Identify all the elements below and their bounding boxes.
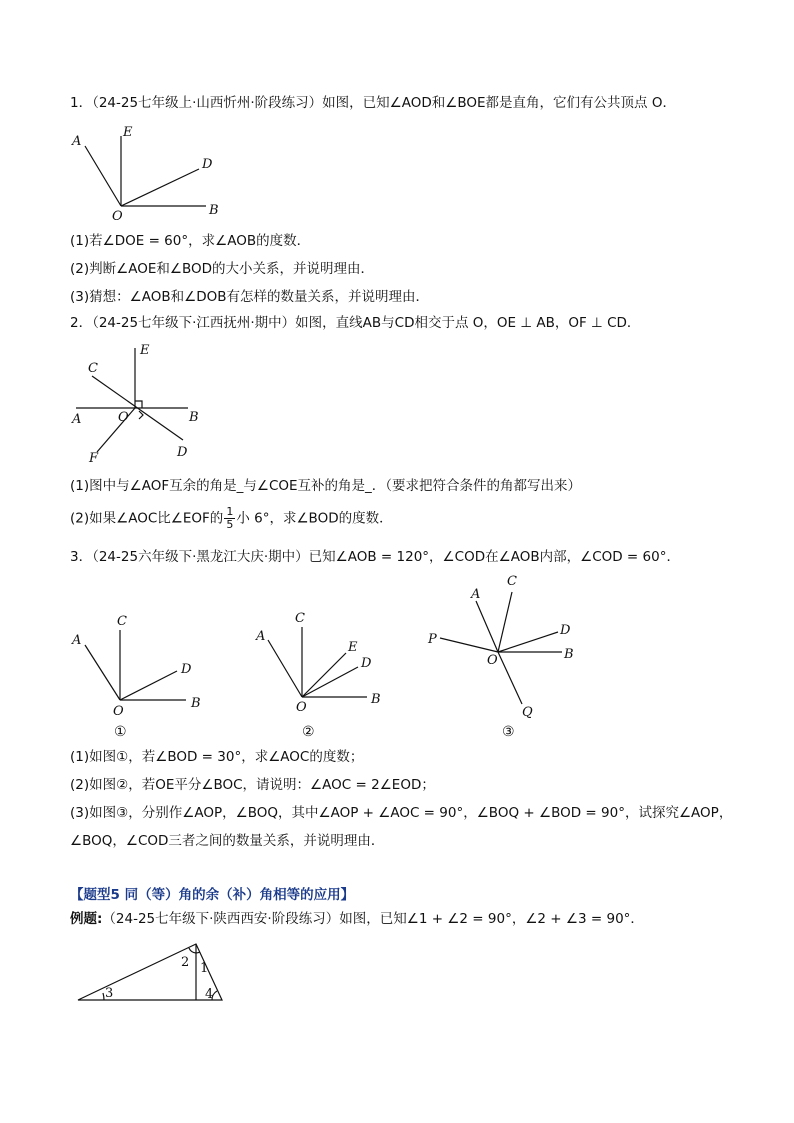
fig2-label-e: E xyxy=(348,640,358,655)
fig3-label-c: C xyxy=(507,574,517,589)
q1-sub3: (3)猜想：∠AOB和∠DOB有怎样的数量关系，并说明理由． xyxy=(70,289,429,305)
angle-label-2: 2 xyxy=(181,955,190,970)
fig3-label-d: D xyxy=(560,623,571,638)
example-line xyxy=(70,910,644,928)
line-cd xyxy=(92,376,183,440)
fig2-caption: ② xyxy=(302,724,315,740)
fig3-label-o: O xyxy=(487,653,498,668)
angle-label-4: 4 xyxy=(205,987,214,1002)
q3-figure-3 xyxy=(440,592,562,704)
label-o: O xyxy=(112,209,123,224)
fraction-one-fifth xyxy=(224,506,235,531)
fig1-label-o: O xyxy=(113,704,124,719)
arc-angle-4 xyxy=(212,991,217,1000)
label-e: E xyxy=(140,343,150,358)
label-b: B xyxy=(189,410,199,425)
label-b: B xyxy=(209,203,219,218)
q2-sub2-before: (2)如果∠AOC比∠EOF的 xyxy=(70,510,224,527)
q1-stem: 1．（24-25七年级上·山西忻州·阶段练习）如图，已知∠AOD和∠BOE都是直角，它们有公共顶点 O． xyxy=(70,95,676,111)
right-angle-mark-e xyxy=(135,401,142,408)
arc-angle-2 xyxy=(189,948,196,953)
fig1-caption: ① xyxy=(114,724,127,740)
fig2-label-o: O xyxy=(296,700,307,715)
angle-label-3: 3 xyxy=(105,986,114,1001)
label-f: F xyxy=(89,451,99,466)
fig1-label-b: B xyxy=(191,696,201,711)
q3-sub1: (1)如图①，若∠BOD = 30°，求∠AOC的度数； xyxy=(70,749,364,765)
fig1-label-d: D xyxy=(181,662,192,677)
triangle xyxy=(78,944,222,1000)
ray-of xyxy=(97,408,135,452)
label-d: D xyxy=(177,445,188,460)
fig2-label-c: C xyxy=(295,611,305,626)
label-c: C xyxy=(88,361,98,376)
fig1-label-c: C xyxy=(117,614,127,629)
q3-sub3a: (3)如图③，分别作∠AOP，∠BOQ，其中∠AOP + ∠AOC = 90°，∠BOQ + ∠BOD = 90°，试探究∠AOP， xyxy=(70,805,733,821)
ray-oa xyxy=(85,146,121,206)
label-d: D xyxy=(202,157,213,172)
fraction-denominator: 5 xyxy=(226,518,234,531)
q2-sub2 xyxy=(70,506,393,531)
label-a: A xyxy=(72,134,82,149)
label-o: O xyxy=(118,410,129,425)
q1-sub1: (1)若∠DOE = 60°，求∠AOB的度数． xyxy=(70,233,311,249)
example-text: （24-25七年级下·陕西西安·阶段练习）如图，已知∠1 + ∠2 = 90°，∠2 + ∠3 = 90°． xyxy=(102,911,644,927)
q3-sub3b: ∠BOQ，∠COD三者之间的数量关系，并说明理由． xyxy=(70,833,385,849)
q3-sub2: (2)如图②，若OE平分∠BOC，请说明：∠AOC = 2∠EOD； xyxy=(70,777,435,793)
fig3-label-a: A xyxy=(471,587,481,602)
ray-od xyxy=(121,169,199,206)
q3-figure-1 xyxy=(85,630,186,700)
fig1-label-a: A xyxy=(72,633,82,648)
fig2-label-b: B xyxy=(371,692,381,707)
example-label: 例题: xyxy=(70,911,103,927)
fig3-label-p: P xyxy=(428,632,437,647)
fig2-label-a: A xyxy=(256,629,266,644)
q1-sub2: (2)判断∠AOE和∠BOD的大小关系，并说明理由． xyxy=(70,261,375,277)
q2-sub2-after: 小 6°，求∠BOD的度数． xyxy=(236,510,393,527)
section-heading: 【题型5 同（等）角的余（补）角相等的应用】 xyxy=(70,887,355,903)
arc-angle-1 xyxy=(196,952,200,953)
label-e: E xyxy=(123,125,133,140)
right-angle-mark-f xyxy=(139,411,143,419)
fig3-caption: ③ xyxy=(502,724,515,740)
label-a: A xyxy=(72,412,82,427)
q2-sub1: (1)图中与∠AOF互余的角是_与∠COE互补的角是_．（要求把符合条件的角都写出来） xyxy=(70,478,582,494)
q2-stem: 2．（24-25七年级下·江西抚州·期中）如图，直线AB与CD相交于点 O，OE ⊥ AB，OF ⊥ CD． xyxy=(70,315,641,331)
fig2-label-d: D xyxy=(361,656,372,671)
fraction-numerator: 1 xyxy=(226,505,234,518)
arc-angle-3 xyxy=(103,993,104,1000)
q3-stem: 3．（24-25六年级下·黑龙江大庆·期中）已知∠AOB = 120°，∠COD在∠AOB内部，∠COD = 60°． xyxy=(70,549,680,565)
fig3-label-b: B xyxy=(564,647,574,662)
fig3-label-q: Q xyxy=(522,705,533,720)
q3-figure-2 xyxy=(268,627,367,697)
angle-label-1: 1 xyxy=(200,961,209,976)
